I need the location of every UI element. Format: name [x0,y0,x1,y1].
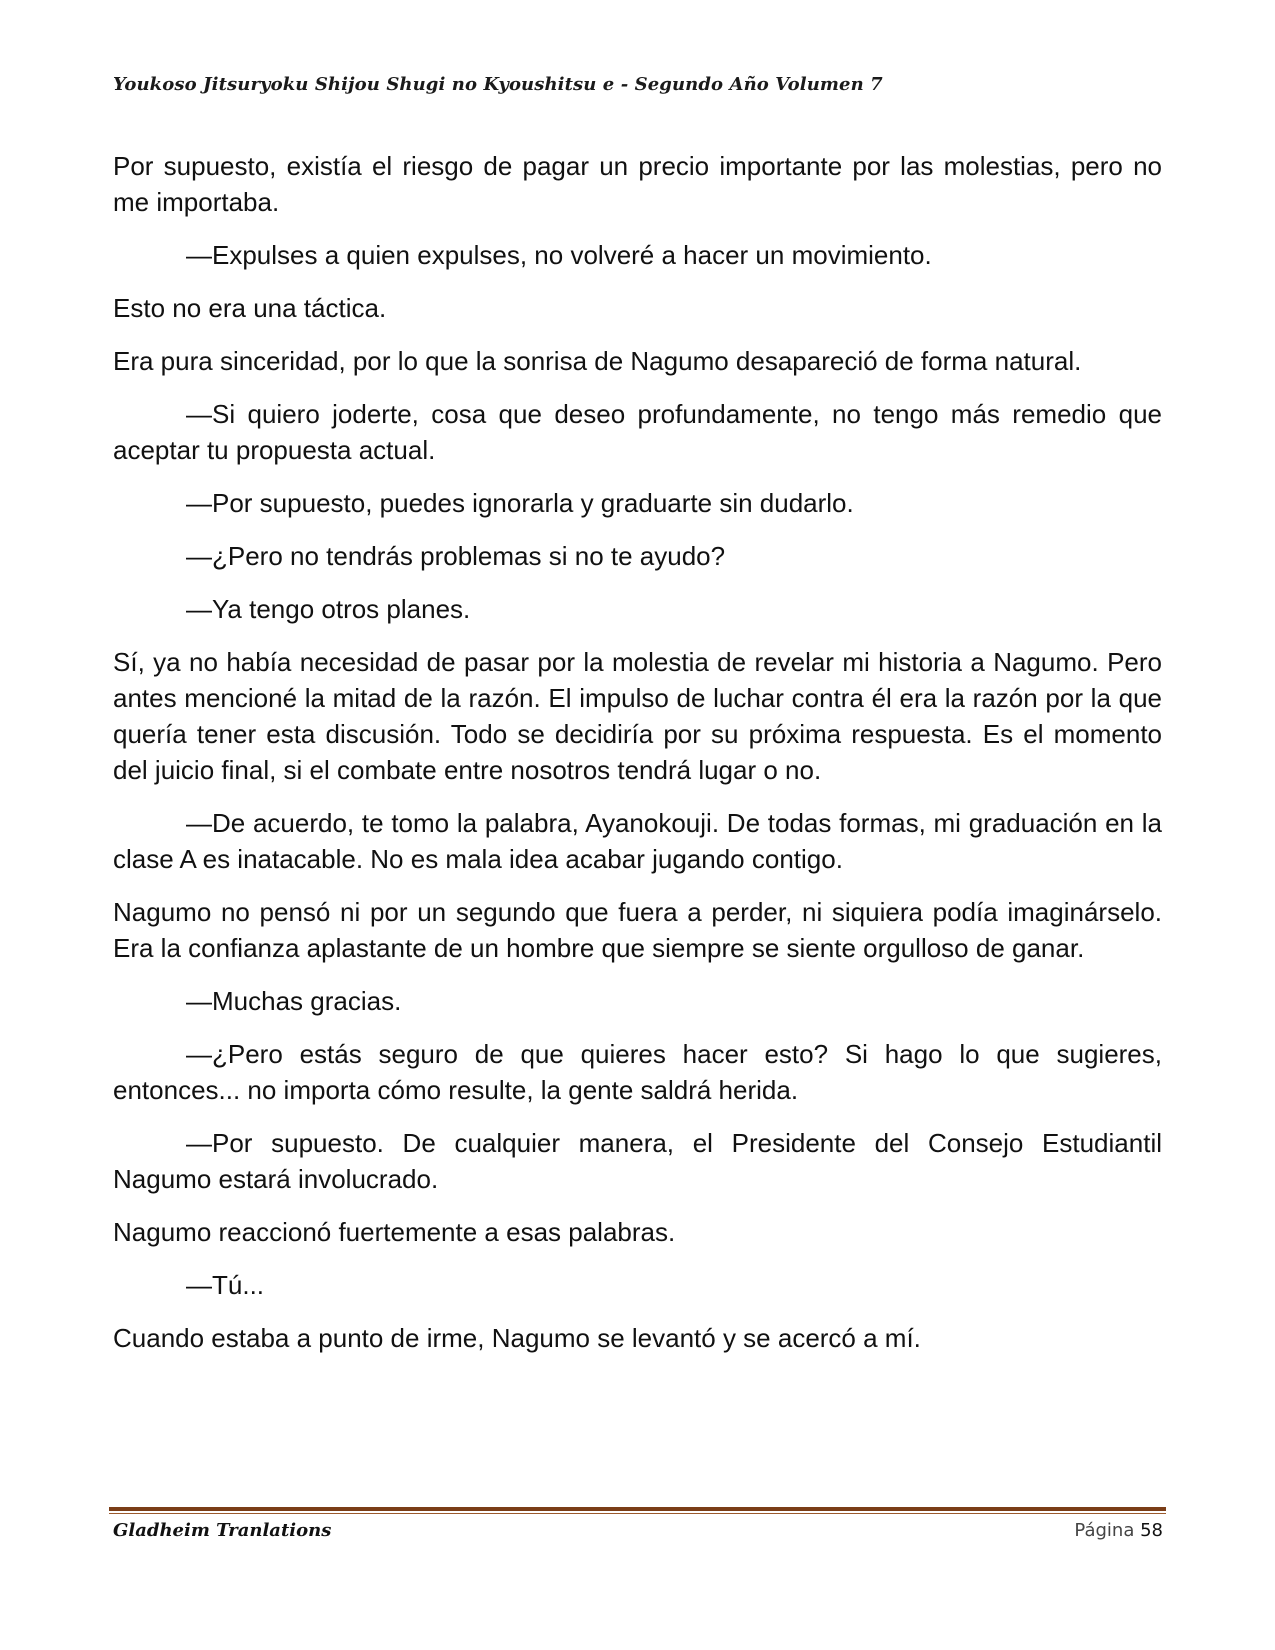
footer-publisher: Gladheim Tranlations [113,1520,332,1541]
page-body [113,148,1162,1373]
dialogue-10: —Tú... [186,1270,265,1300]
footer-divider-thick [109,1507,1166,1511]
page-number: 58 [1140,1520,1163,1541]
paragraph-2: Esto no era una táctica. [113,293,387,323]
dialogue-8: —¿Pero estás seguro de que quieres hacer esto? Si hago lo que sugieres, entonces... no importa cómo resulte, la gente saldrá herida. [113,1039,1162,1105]
dialogue-6: —De acuerdo, te tomo la palabra, Ayanokouji. De todas formas, mi graduación en la clase A es inatacable. No es mala idea acabar jugando contigo. [113,808,1162,874]
paragraph-7: Cuando estaba a punto de irme, Nagumo se levantó y se acercó a mí. [113,1323,921,1353]
paragraph-4: Sí, ya no había necesidad de pasar por la molestia de revelar mi historia a Nagumo. Pero antes mencioné la mitad de la razón. El impulso de luchar contra él era la razón por la que quería tener esta discusión. Todo se decidiría por su próxima respuesta. Es el momento del juicio final, si el combate entre nosotros tendrá lugar o no. [113,647,1162,785]
paragraph-6: Nagumo reaccionó fuertemente a esas palabras. [113,1217,676,1247]
dialogue-5: —Ya tengo otros planes. [186,594,471,624]
dialogue-3: —Por supuesto, puedes ignorarla y graduarte sin dudarlo. [186,488,854,518]
paragraph-1: Por supuesto, existía el riesgo de pagar un precio importante por las molestias, pero no me importaba. [113,151,1162,217]
footer-divider-thin [109,1513,1166,1514]
dialogue-1: —Expulses a quien expulses, no volveré a hacer un movimiento. [186,240,932,270]
dialogue-7: —Muchas gracias. [186,986,402,1016]
paragraph-5: Nagumo no pensó ni por un segundo que fuera a perder, ni siquiera podía imaginárselo. Era la confianza aplastante de un hombre que siempre se siente orgulloso de ganar. [113,897,1162,963]
running-header: Youkoso Jitsuryoku Shijou Shugi no Kyoushitsu e - Segundo Año Volumen 7 [113,74,883,95]
page-number-label [1074,1520,1163,1541]
dialogue-4: —¿Pero no tendrás problemas si no te ayudo? [186,541,726,571]
paragraph-3: Era pura sinceridad, por lo que la sonrisa de Nagumo desapareció de forma natural. [113,346,1082,376]
page-label: Página [1074,1520,1135,1541]
dialogue-9: —Por supuesto. De cualquier manera, el Presidente del Consejo Estudiantil Nagumo estará involucrado. [113,1128,1162,1194]
dialogue-2: —Si quiero joderte, cosa que deseo profundamente, no tengo más remedio que aceptar tu propuesta actual. [113,399,1162,465]
